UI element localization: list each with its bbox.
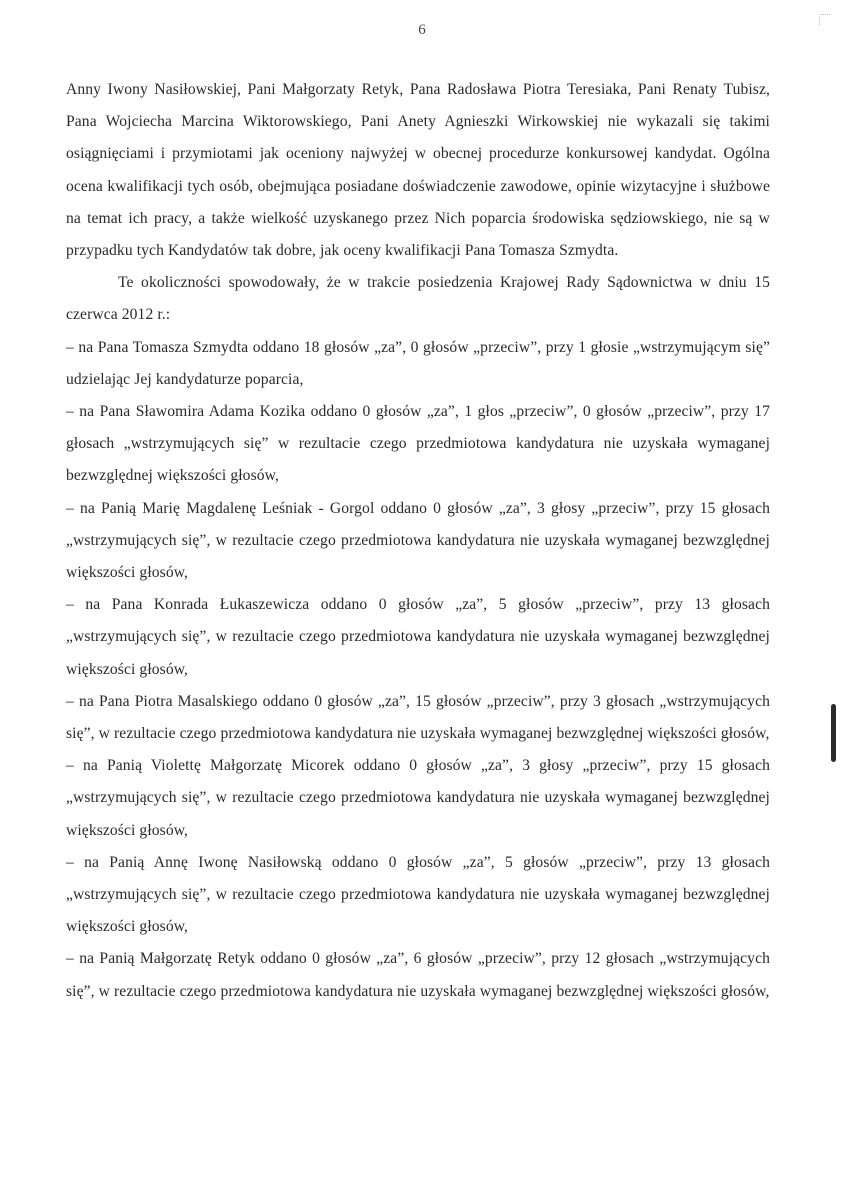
vote-item: – na Pana Piotra Masalskiego oddano 0 głosów „za”, 15 głosów „przeciw”, przy 3 głosach „wstrzymujących się”, w rezultacie czego przedmiotowa kandydatura nie uzyskała wymaganej bezwzględnej większości głosów, bbox=[66, 692, 770, 743]
vote-item: – na Panią Annę Iwonę Nasiłowską oddano 0 głosów „za”, 5 głosów „przeciw”, przy 13 głosach „wstrzymujących się”, w rezultacie czego przedmiotowa kandydatura nie uzyskała wymaganej bezwzględnej większości głosów, bbox=[66, 853, 770, 936]
vote-item: – na Panią Marię Magdalenę Leśniak - Gorgol oddano 0 głosów „za”, 3 głosy „przeciw”, przy 15 głosach „wstrzymujących się”, w rezultacie czego przedmiotowa kandydatura nie uzyskała wymaganej bezwzględnej większości głosów, bbox=[66, 499, 770, 582]
intro-paragraph: Anny Iwony Nasiłowskiej, Pani Małgorzaty Retyk, Pana Radosława Piotra Teresiaka, Pani Renaty Tubisz, Pana Wojciecha Marcina Wiktorowskiego, Pani Anety Agnieszki Wirkowskiej nie wykazali się takimi osiągnięciami i przymiotami jak oceniony najwyżej w obecnej procedurze konkursowej kandydat. Ogólna ocena kwalifikacji tych osób, obejmująca posiadane doświadczenie zawodowe, opinie wizytacyjne i służbowe na temat ich pracy, a także wielkość uzyskanego przez Nich poparcia środowiska sędziowskiego, nie są w przypadku tych Kandydatów tak dobre, jak oceny kwalifikacji Pana Tomasza Szmydta. bbox=[66, 81, 770, 260]
vote-item: – na Pana Tomasza Szmydta oddano 18 głosów „za”, 0 głosów „przeciw”, przy 1 głosie „wstrzymującym się” udzielając Jej kandydaturze poparcia, bbox=[66, 338, 770, 388]
vote-item: – na Panią Małgorzatę Retyk oddano 0 głosów „za”, 6 głosów „przeciw”, przy 12 głosach „wstrzymujących się”, w rezultacie czego przedmiotowa kandydatura nie uzyskała wymaganej bezwzględnej większości głosów, bbox=[66, 950, 770, 1000]
lead-paragraph: Te okoliczności spowodowały, że w trakcie posiedzenia Krajowej Rady Sądownictwa w dniu 15 czerwca 2012 r.: bbox=[66, 274, 770, 324]
page-number: 6 bbox=[418, 22, 426, 38]
vote-item: – na Pana Konrada Łukaszewicza oddano 0 głosów „za”, 5 głosów „przeciw”, przy 13 głosach „wstrzymujących się”, w rezultacie czego przedmiotowa kandydatura nie uzyskała wymaganej bezwzględnej większości głosów, bbox=[66, 596, 770, 678]
vote-item: – na Pana Sławomira Adama Kozika oddano 0 głosów „za”, 1 głos „przeciw”, 0 głosów „przeciw”, przy 17 głosach „wstrzymujących się” w rezultacie czego przedmiotowa kandydatura nie uzyskała wymaganej bezwzględnej większości głosów, bbox=[66, 403, 770, 485]
vote-item: – na Panią Violettę Małgorzatę Micorek oddano 0 głosów „za”, 3 głosy „przeciw”, przy 15 głosach „wstrzymujących się”, w rezultacie czego przedmiotowa kandydatura nie uzyskała wymaganej bezwzględnej większości głosów, bbox=[66, 757, 770, 839]
scrollbar-thumb[interactable] bbox=[831, 704, 836, 762]
document-body bbox=[66, 74, 770, 1008]
